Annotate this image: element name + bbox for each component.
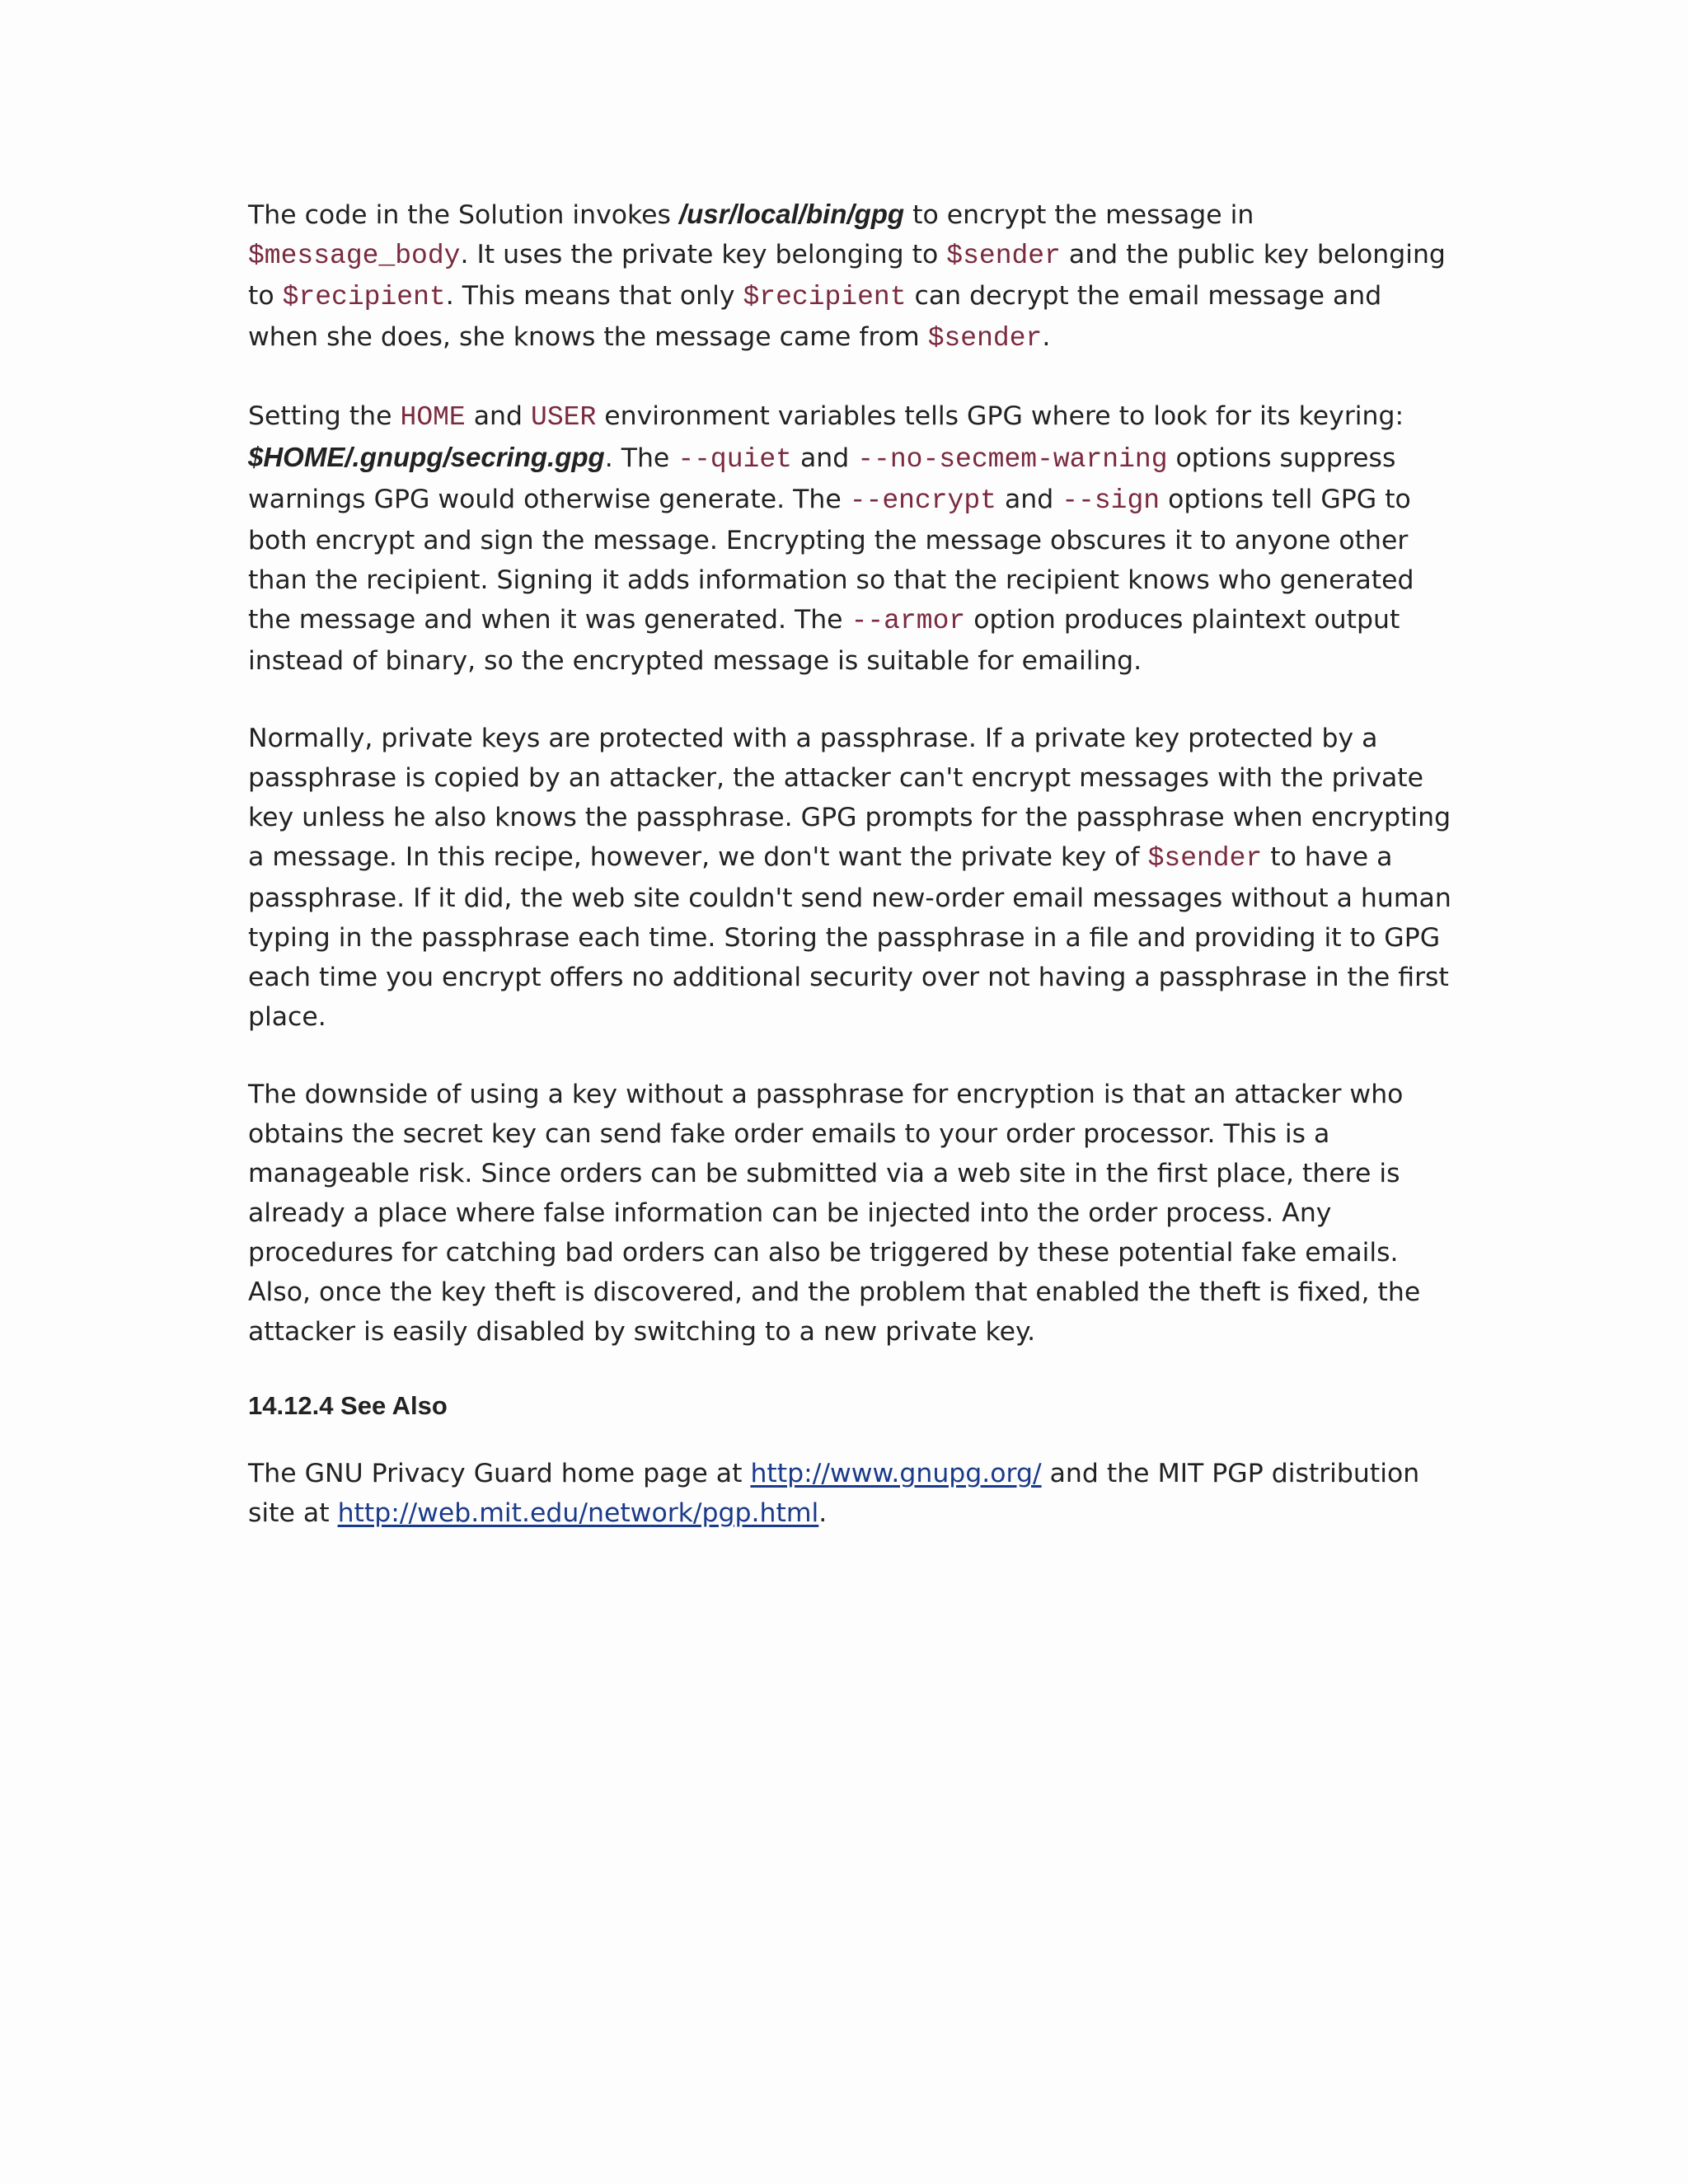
text: to encrypt the message in (904, 200, 1254, 230)
text: and (996, 485, 1062, 514)
code-recipient: $recipient (282, 282, 446, 312)
text: . (1042, 322, 1051, 352)
code-user: USER (531, 402, 597, 433)
text: . It uses the private key belonging to (460, 240, 947, 269)
text: Setting the (248, 401, 401, 431)
paragraph-passphrase (248, 719, 1451, 1037)
text: The GNU Privacy Guard home page at (248, 1459, 751, 1488)
text: Normally, private keys are protected with a passphrase. If a private key protected by a passphrase is copied by an attacker, the attacker can't encrypt messages with the private key unless he also knows the passphrase. GPG prompts for the passphrase when encrypting a message. In this recipe, however, we don't want the private key of (248, 724, 1451, 872)
text: can decrypt the email message and when she does, she knows the message came from (248, 281, 1382, 352)
code-home: HOME (400, 402, 466, 433)
paragraph-environment-options (248, 396, 1451, 681)
code-sender: $sender (927, 323, 1043, 354)
file-path-keyring: $HOME/.gnupg/secring.gpg (248, 442, 605, 472)
code-sender: $sender (946, 241, 1061, 271)
text: and (791, 443, 858, 473)
code-encrypt-option: --encrypt (849, 485, 996, 516)
paragraph-solution-invocation (248, 194, 1451, 359)
code-sender: $sender (1147, 843, 1263, 874)
paragraph-see-also (248, 1454, 1451, 1533)
text: . This means that only (445, 281, 743, 311)
link-mit-pgp[interactable]: http://web.mit.edu/network/pgp.html (337, 1498, 819, 1528)
code-recipient: $recipient (743, 282, 907, 312)
text: and (465, 401, 532, 431)
text: to have a passphrase. If it did, the web site couldn't send new-order email messages without a human typing in the passphrase each time. Storing the passphrase in a file and providing it to GPG each time you encrypt offers no additional security over not having a passphrase in the first place. (248, 842, 1451, 1032)
text: and the public key belonging to (248, 240, 1446, 311)
section-heading-see-also: 14.12.4 See Also (248, 1391, 448, 1420)
code-message-body: $message_body (248, 241, 461, 271)
code-armor-option: --armor (851, 606, 966, 636)
paragraph-downside (248, 1075, 1451, 1352)
text: and the MIT PGP distribution site at (248, 1459, 1420, 1528)
link-gnupg-home[interactable]: http://www.gnupg.org/ (750, 1459, 1042, 1488)
text: . (818, 1498, 828, 1528)
code-quiet-option: --quiet (678, 444, 792, 475)
text: options suppress warnings GPG would otherwise generate. The (248, 443, 1396, 514)
text: option produces plaintext output instead of binary, so the encrypted message is suitable for emailing. (248, 605, 1400, 676)
text: environment variables tells GPG where to look for its keyring: (596, 401, 1404, 431)
code-sign-option: --sign (1062, 485, 1160, 516)
text: The code in the Solution invokes (248, 200, 679, 230)
file-path-gpg: /usr/local/bin/gpg (678, 199, 905, 229)
text: The downside of using a key without a passphrase for encryption is that an attacker who obtains the secret key can send fake order emails to your order processor. This is a manageable risk. Since orders can be submitted via a web site in the first place, there is already a place where false information can be injected into the order process. Any procedures for catching bad orders can also be triggered by these potential fake emails. Also, once the key theft is discovered, and the problem that enabled the theft is fixed, the attacker is easily disabled by switching to a new private key. (248, 1080, 1421, 1347)
text: options tell GPG to both encrypt and sign the message. Encrypting the message obscures it to anyone other than the recipient. Signing it adds information so that the recipient knows who generated the message and when it was generated. The (248, 485, 1414, 635)
text: . The (604, 443, 678, 473)
code-no-secmem-warning-option: --no-secmem-warning (857, 444, 1168, 475)
document-page (248, 194, 1451, 1571)
